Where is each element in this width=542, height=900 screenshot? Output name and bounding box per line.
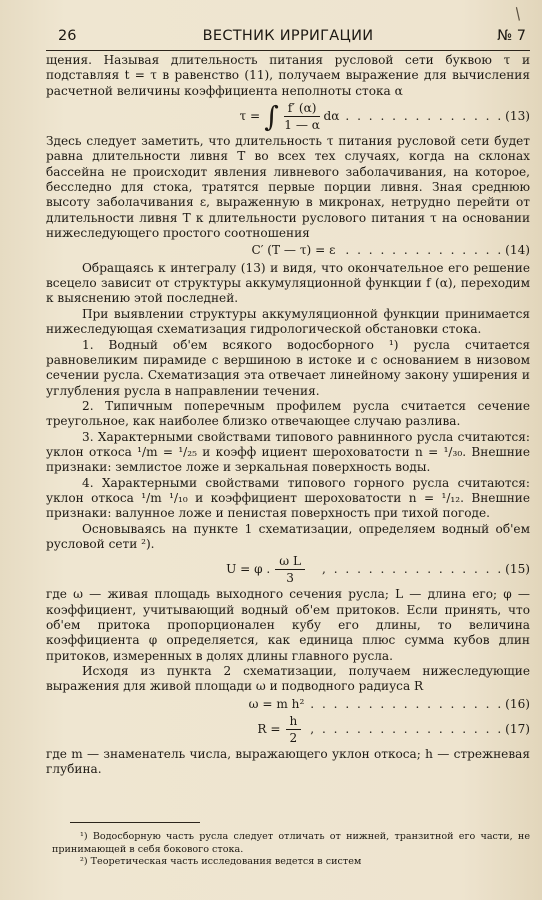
- leader-dots: . . . . . . . . . . . . . .: [345, 108, 504, 123]
- paragraph: 3. Характерными свойствами типового равнинного русла считаются: уклон откоса ¹/m = ¹/₂₅ и коэфф ициент шероховатости n = ¹/₃₀. Внешние признаки: землистое ложе и зеркальная поверхность воды.: [46, 429, 530, 475]
- page-header: [46, 28, 530, 51]
- equation-lhs: R =: [257, 721, 281, 736]
- leader-dots: . . . . . . . . . . . . . . . . .: [310, 696, 504, 711]
- paragraph: Основываясь на пункте 1 схематизации, определяем водный об'ем русловой сети ²).: [46, 521, 530, 551]
- paragraph: щения. Называя длительность питания русловой сети буквою τ и подставляя t = τ в равенство (11), получаем выражение для вычисления расчетной величины коэффициента неполноты стока α: [46, 53, 530, 98]
- equation-tail: dα: [323, 108, 340, 123]
- footnote-divider: [70, 822, 200, 823]
- body-text: [46, 53, 530, 778]
- paragraph: 1. Водный об'ем всякого водосборного ¹) русла считается равновеликим пирамиде с вершиною в истоке и с основанием в низовом сечении русла. Схематизация эта отвечает линейному закону уширения и углубления русла в направлении течения.: [46, 337, 530, 398]
- footnotes: [52, 822, 530, 869]
- integral-sign-icon: ∫: [264, 99, 279, 133]
- fraction-numerator: f′ (α): [284, 101, 321, 117]
- paragraph: При выявлении структуры аккумуляционной функции принимается нижеследующая схематизация гидрологической обстановки стока.: [46, 306, 530, 337]
- equation-body: C′ (T — τ) = ε: [251, 243, 336, 258]
- equation-13: [46, 101, 530, 132]
- paragraph: Обращаясь к интегралу (13) и видя, что окончательное его решение всецело зависит от структуры аккумуляционной функции f (α), переходим к выяснению этой последней.: [46, 260, 530, 306]
- equation-number: (17): [505, 721, 530, 736]
- equation-fraction: [284, 101, 321, 132]
- leader-dots: , . . . . . . . . . . . . . . . .: [310, 721, 504, 736]
- paragraph: где ω — живая площадь выходного сечения русла; L — длина его; φ — коэффициент, учитывающий водный об'ем притоков. Если принять, что об'ем притока пропорционален кубу его длины, то величина коэффициента φ определяется, как единица плюс сумма кубов длин притоков, измеренных в долях длины главного русла.: [46, 587, 530, 663]
- fraction-numerator: ω L: [275, 554, 305, 570]
- equation-number: (15): [505, 562, 530, 577]
- fraction-denominator: 3: [286, 571, 294, 586]
- paragraph: где m — знаменатель числа, выражающего уклон откоса; h — стрежневая глубина.: [46, 747, 530, 777]
- equation-17: [46, 714, 530, 745]
- page-number: 26: [58, 28, 77, 44]
- equation-lhs: τ =: [239, 108, 261, 123]
- equation-16: [46, 697, 530, 712]
- paragraph: 4. Характерными свойствами типового горного русла считаются: уклон откоса ¹/m ¹/₁₀ и коэффициент шероховатости n = ¹/₁₂. Внешние признаки: валунное ложе и пенистая поверхность при тихой погоде.: [46, 475, 530, 521]
- equation-lhs: U = φ .: [226, 562, 271, 577]
- leader-dots: , . . . . . . . . . . . . . . .: [322, 562, 504, 577]
- issue-number: № 7: [497, 28, 526, 44]
- equation-body: ω = m h²: [248, 696, 305, 711]
- fraction-numerator: h: [286, 714, 302, 730]
- paragraph: Здесь следует заметить, что длительность τ питания русловой сети будет равна длительности ливня T во всех тех случаях, когда на склонах бассейна не происходит явления ливневого заболачивания, на которое, бесследно для стока, тратятся первые порции ливня. Зная среднюю высоту заболачивания ε, выраженную в микронах, нетрудно перейти от длительности ливня T к длительности руслового питания τ на основании нижеследующего простого соотношения: [46, 134, 530, 241]
- equation-14: [46, 243, 530, 258]
- equation-number: (16): [505, 696, 530, 711]
- fraction-denominator: 1 — α: [284, 118, 320, 133]
- equation-fraction: [286, 714, 302, 745]
- equation-15: [46, 554, 530, 585]
- equation-number: (14): [505, 243, 530, 258]
- leader-dots: . . . . . . . . . . . . . .: [345, 243, 504, 258]
- equation-fraction: [275, 554, 305, 585]
- paragraph: Исходя из пункта 2 схематизации, получаем нижеследующие выражения для живой площади ω и подводного радиуса R: [46, 664, 530, 694]
- footnote: ¹) Водосборную часть русла следует отличать от нижней, транзитной его части, не принимающей в себя бокового стока.: [52, 831, 530, 855]
- journal-title: ВЕСТНИК ИРРИГАЦИИ: [202, 28, 374, 44]
- pencil-mark-icon: /: [510, 3, 525, 24]
- footnote: ²) Теоретическая часть исследования ведется в систем: [80, 856, 362, 867]
- equation-number: (13): [505, 108, 530, 123]
- fraction-denominator: 2: [289, 731, 298, 746]
- paragraph: 2. Типичным поперечным профилем русла считается сечение треугольное, как наиболее близко отвечающее случаю разлива.: [46, 398, 530, 429]
